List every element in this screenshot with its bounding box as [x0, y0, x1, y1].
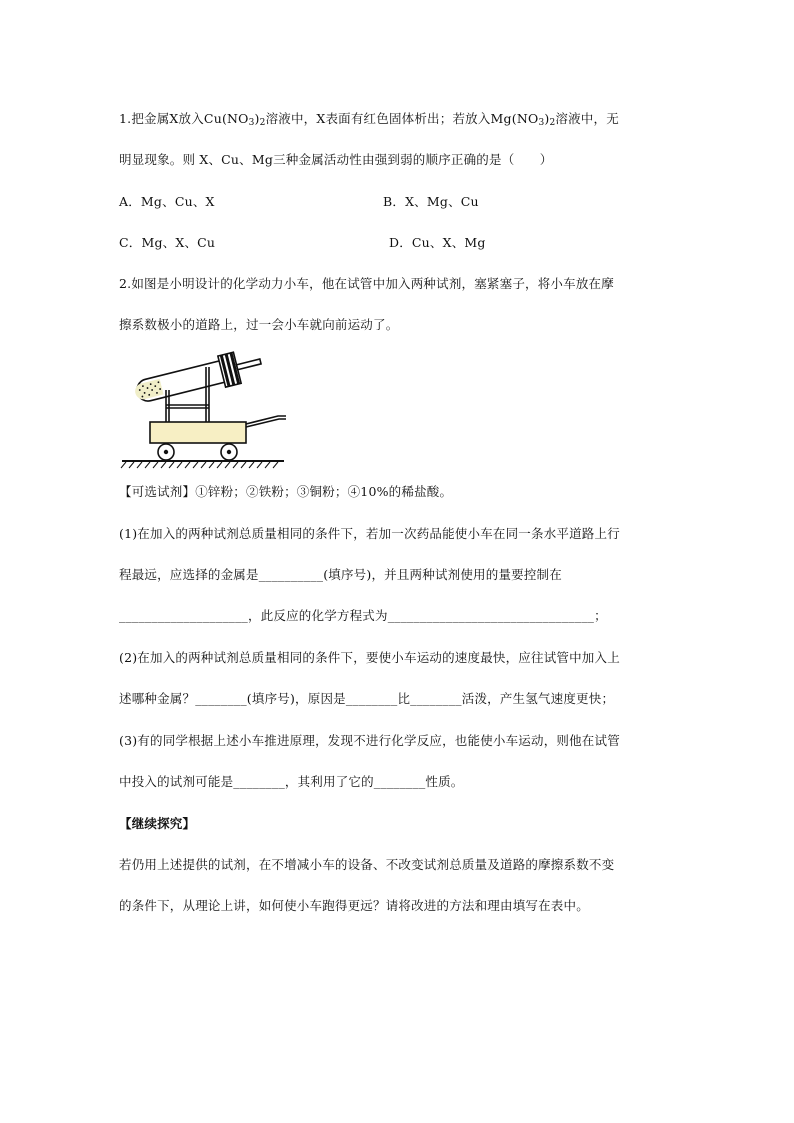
wheel-left — [158, 444, 174, 460]
q2-part2-line1: (2)在加入的两种试剂总质量相同的条件下，要使小车运动的速度最快，应往试管中加入上 — [119, 650, 620, 665]
q2-part3-line1: (3)有的同学根据上述小车推进原理，发现不进行化学反应，也能使小车运动，则他在试管 — [119, 733, 620, 748]
q2-part3-line2: 中投入的试剂可能是________，其利用了它的________性质。 — [119, 774, 464, 789]
continue-line1: 若仍用上述提供的试剂，在不增减小车的设备、不改变试剂总质量及道路的摩擦系数不变 — [119, 857, 615, 872]
continue-heading: 【继续探究】 — [119, 816, 196, 831]
q2-part2-line2: 述哪种金属？________(填序号)，原因是________比________活泼，产生氢气速度更快； — [119, 691, 615, 706]
wheel-right — [221, 444, 237, 460]
continue-line2: 的条件下，从理论上讲，如何使小车跑得更远？请将改进的方法和理由填写在表中。 — [119, 898, 589, 913]
toy-car-figure — [118, 345, 288, 470]
q2-reagents: 【可选试剂】①锌粉；②铁粉；③铜粉；④10%的稀盐酸。 — [119, 484, 453, 499]
q1-option-a: A．Mg、Cu、X — [119, 194, 215, 209]
q2-part1-line1: (1)在加入的两种试剂总质量相同的条件下，若加一次药品能使小车在同一条水平道路上行 — [119, 526, 620, 541]
q2-part1-line2: 程最远，应选择的金属是__________(填序号)，并且两种试剂使用的量要控制在 — [119, 567, 562, 582]
test-tube — [132, 346, 265, 408]
q2-part1-line3: ____________________，此反应的化学方程式为________________________________； — [119, 608, 607, 623]
q1-stem-line2: 明显现象。则 X、Cu、Mg三种金属活动性由强到弱的顺序正确的是（ ） — [119, 152, 553, 167]
nozzle — [237, 359, 261, 370]
q2-intro-line1: 2.如图是小明设计的化学动力小车，他在试管中加入两种试剂，塞紧塞子，将小车放在摩 — [119, 276, 614, 291]
cart-body — [150, 422, 246, 443]
q2-intro-line2: 擦系数极小的道路上，过一会小车就向前运动了。 — [119, 317, 399, 332]
q1-option-b: B．X、Mg、Cu — [383, 194, 479, 209]
q1-stem-line1: 1.把金属X放入$Cu(NO_3)_2$溶液中，X表面有红色固体析出；若放入$Mg(NO_3)_2$溶液中，无 — [119, 111, 619, 128]
q1-option-c: C．Mg、X、Cu — [119, 235, 216, 250]
q1-option-d: D．Cu、X、Mg — [389, 235, 486, 250]
